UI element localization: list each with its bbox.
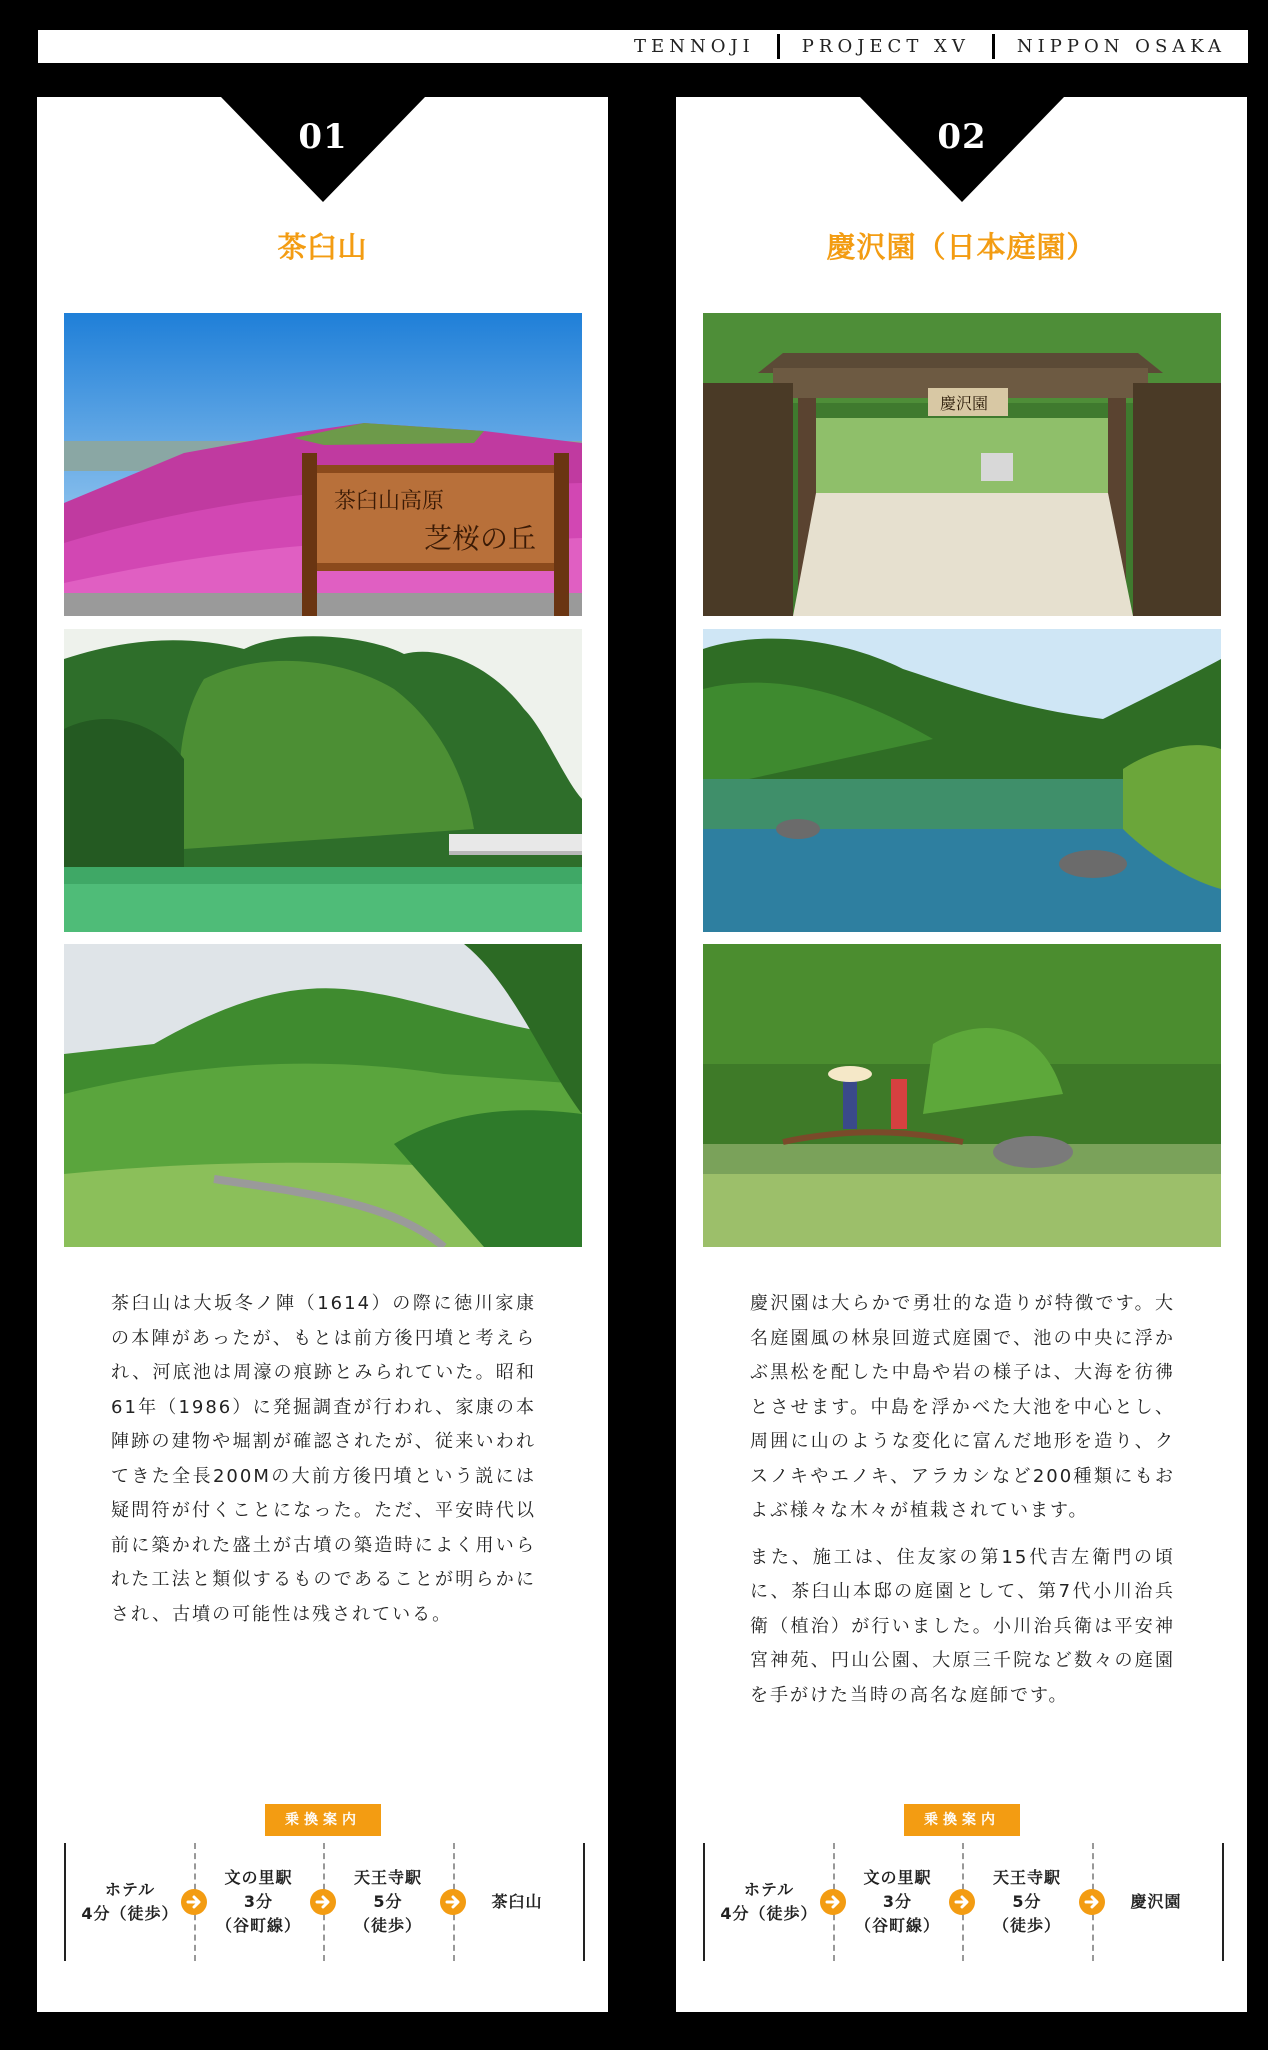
sign-text-line1: 茶臼山高原 xyxy=(334,489,445,514)
photo-garden-gate xyxy=(703,313,1221,616)
spot-number: 01 xyxy=(298,117,348,157)
spot-number: 02 xyxy=(937,117,987,157)
description-paragraph: 慶沢園は大らかで勇壮的な造りが特徴です。大名庭園風の林泉回遊式庭園で、池の中央に浮かぶ黒松を配した中島や岩の様子は、大海を彷彿とさせます。中島を浮かべた大池を中心とし、周囲に山のような変化に富んだ地形を造り、クスノキやエノキ、アラカシなど200種類にもおよぶ様々な木々が植栽されています。 xyxy=(750,1293,1175,1521)
route-stop-hotel: ホテル 4分（徒歩） xyxy=(81,1880,179,1923)
transfer-route xyxy=(64,1843,585,1961)
spot-description xyxy=(750,1287,1175,1725)
photo-garden-pond xyxy=(703,629,1221,932)
header-crumb-nippon: NIPPON OSAKA xyxy=(1016,36,1226,57)
route-stop-tennoji: 天王寺駅 5分 （徒歩） xyxy=(353,1868,422,1935)
route-stop-destination: 茶臼山 xyxy=(491,1892,543,1911)
header-crumb-tennoji: TENNOJI xyxy=(634,36,755,57)
route-stop-tennoji: 天王寺駅 5分 （徒歩） xyxy=(992,1868,1061,1935)
spot-title: 茶臼山 xyxy=(277,230,368,264)
transfer-guide-badge: 乗換案内 xyxy=(904,1804,1020,1836)
spot-description xyxy=(111,1287,536,1644)
transfer-guide-badge: 乗換案内 xyxy=(265,1804,381,1836)
route-stop-fuminosato: 文の里駅 3分 （谷町線） xyxy=(215,1868,301,1935)
header-bar xyxy=(38,30,1248,63)
description-paragraph: 茶臼山は大坂冬ノ陣（1614）の際に徳川家康の本陣があったが、もとは前方後円墳と考えられ、河底池は周濠の痕跡とみられていた。昭和61年（1986）に発掘調査が行われ、家康の本陣跡の建物や堀割が確認されたが、従来いわれてきた全長200Mの大前方後円墳という説には疑問符が付くことになった。ただ、平安時代以前に築かれた盛土が古墳の築造時によく用いられた工法と類似するものであることが明らかにされ、古墳の可能性は残されている。 xyxy=(111,1293,536,1625)
photo-couple-bridge xyxy=(703,944,1221,1247)
route-stop-destination: 慶沢園 xyxy=(1130,1892,1182,1911)
gate-sign-text: 慶沢園 xyxy=(940,394,989,413)
sign-text-line2: 芝桜の丘 xyxy=(424,522,537,555)
spot-title: 慶沢園（日本庭園） xyxy=(826,230,1097,264)
photo-flower-hill xyxy=(64,313,582,616)
description-paragraph: また、施工は、住友家の第15代吉左衛門の頃に、茶臼山本邸の庭園として、第7代小川治兵衛（植治）が行いました。小川治兵衛は平安神宮神苑、円山公園、大原三千院など数々の庭園を手がけた当時の高名な庭師です。 xyxy=(750,1546,1175,1706)
photo-forest-pond xyxy=(64,629,582,932)
transfer-route xyxy=(703,1843,1224,1961)
spot-panel-keitakuen xyxy=(676,97,1247,2012)
photo-green-mountain xyxy=(64,944,582,1247)
header-crumb-project: PROJECT XV xyxy=(801,36,970,57)
route-stop-hotel: ホテル 4分（徒歩） xyxy=(720,1880,818,1923)
route-stop-fuminosato: 文の里駅 3分 （谷町線） xyxy=(854,1868,940,1935)
spot-panel-chausuyama xyxy=(37,97,608,2012)
